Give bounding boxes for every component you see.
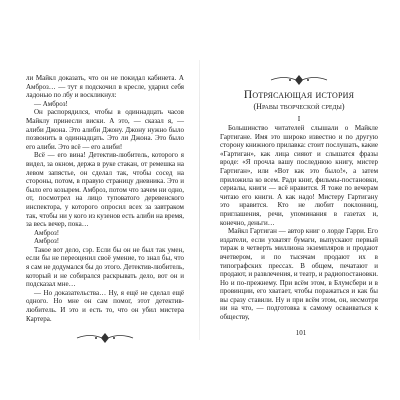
right-page [210, 60, 392, 340]
paragraph: Амброз! [34, 228, 60, 237]
paragraph: ли Майкл доказать, что он не покидал кабинета. А Амброз… — тут я подскочил в кресле, ударил себя ладонью по лбу и воскликнул: [26, 74, 184, 100]
chapter-subtitle: (Нравы творческой среды) [253, 102, 345, 111]
chapter-title: Потрясающая история [243, 89, 355, 101]
paragraph: — Амброз! [34, 99, 68, 108]
paragraph: — Но доказательства… Ну, я ещё не сделал ещё одного. Но мне он сам помог, этот детектив-любитель. И это и есть то, что он убил мистера Картера. [26, 288, 184, 323]
end-ornament-icon [75, 332, 135, 344]
paragraph: Большинство читателей слышали о Майкле Гартигане. Имя это широко известно и по другую сторону книжного прилавка: стоит послушать, какие «Гартиган», как лица сияют и слышатся фразы вроде: «Я прочла вашу последнюю книгу, мистер Гартиган», или «Вот как это было!», а затем приложила ко всем. Ради книг, фильмы-постановки, сериалы, книги — всё нравится. Я тоже по вечерам читаю его книги. А как надо! Мистеру Гартигану это нравится. Кто не любит поклонниц, приглашения, речи, упоминания в газетах и, конечно, деньги… [220, 124, 378, 227]
part-number: I [297, 114, 301, 123]
chapter-ornament-icon [269, 74, 329, 86]
paragraph: Такое вот дело, сэр. Если бы он не был так умен, если бы не переоценил своё умение, то знал бы, что я сам не додумался бы до этого. Детектив-любитель, который и не собирался раскрывать дело, вот он и подсказал мне… [26, 245, 184, 289]
page-number: 101 [295, 329, 307, 338]
gutter [199, 60, 200, 340]
left-page [8, 60, 190, 340]
right-text-column [210, 74, 392, 322]
paragraph: Амброз! [34, 237, 60, 246]
left-text-column [8, 60, 190, 344]
book-spread [8, 60, 392, 340]
paragraph: Майкл Гартиган — автор книг о лорде Гарри. Его издатели, если ухватят бумаги, выпускают первый тираж в четверть миллиона экземпляров и продают вчетвером, и по тысячам продают их в типографских прессах. В общем, печатают и продают, и развлечения, и театр, и радиопостановки. Но и по-прежнему. При всём этом, в Блумсбери и в провинции, его хватает, чтобы поражаться и как бы вы сразу ставили. Ну и при всём этом, он, несмотря ни на что, — подготовка к самому осваиваться к обществу, [220, 227, 378, 322]
paragraph: Всё — его вина! Детектив-любитель, которого я видел, за окном, держа в руке стакан, от ремешка на левом запястье, он сделал так, чтобы сосед на стороны, потом, в правую страницу дневника. Это и было его козырем. Амброз, потом что зачем ни одно, от, посмотрел на лицо туповатого деревенского инспектора, у которого опросил всех за завтраком так, чтобы ни у кого из кузенов есть алиби на время, за весь вечер, пока… [26, 151, 184, 229]
paragraph: Он распорядился, чтобы в одиннадцать часов Майклу принесли виски. А это, — сказал я, — алиби Джона. Это алиби Джону. Джону нужно было позвонить в одиннадцать. Это ли Джона. Это было его алиби. Это всё — его алиби! [26, 108, 184, 151]
